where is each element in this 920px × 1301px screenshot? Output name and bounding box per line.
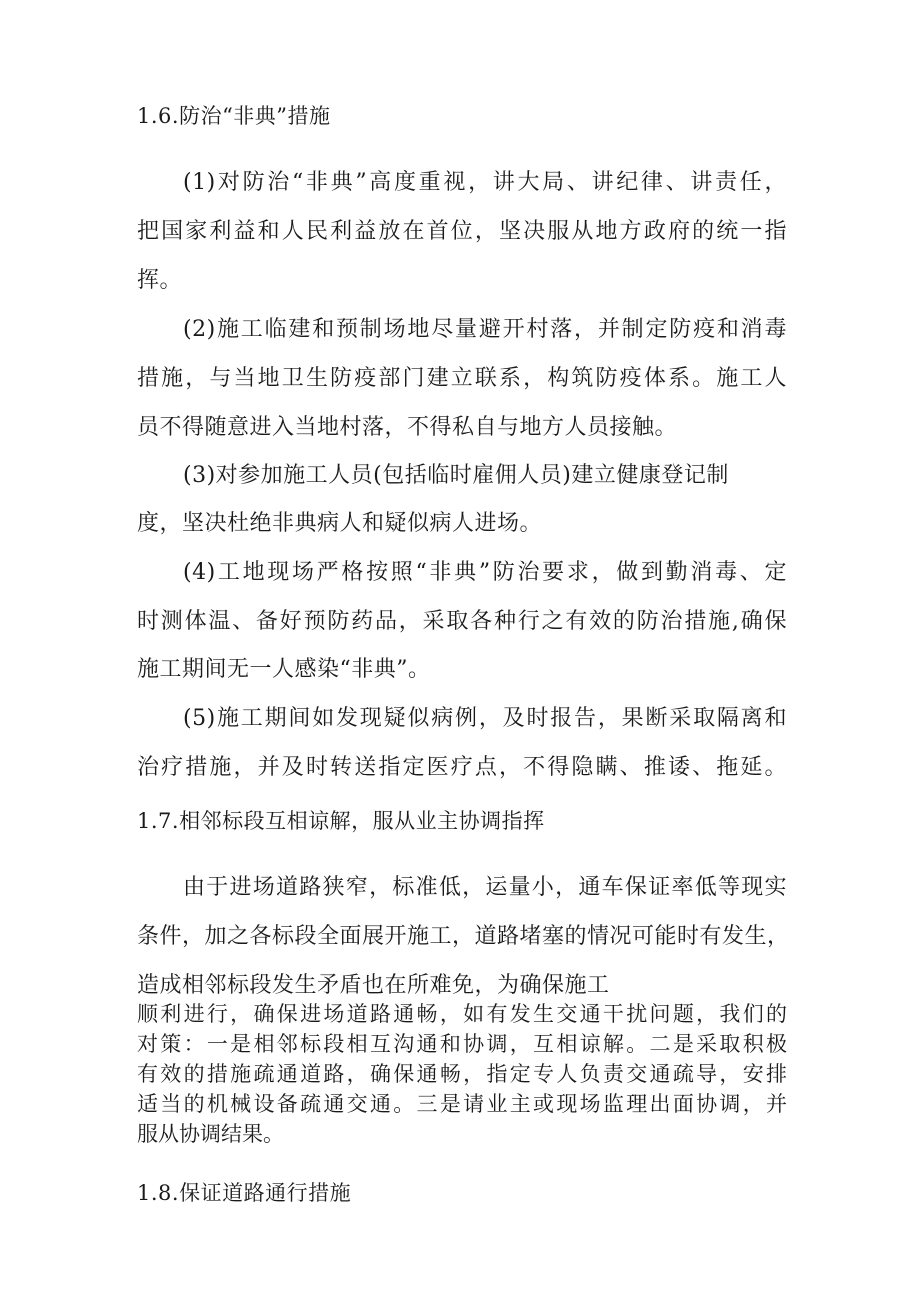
section-heading-1-6: 1.6.防治“非典”措施	[137, 104, 331, 128]
paragraph-line: 适当的机械设备疏通交通。三是请业主或现场监理出面协调，并	[137, 1092, 787, 1116]
paragraph-line: 度，坚决杜绝非典病人和疑似病人进场。	[137, 511, 543, 536]
paragraph-line: 服从协调结果。	[137, 1122, 284, 1146]
paragraph-line: 顺利进行，确保进场道路通畅，如有发生交通干扰问题，我们的	[137, 1002, 787, 1026]
paragraph-line: 治疗措施，并及时转送指定医疗点，不得隐瞒、推诿、拖延。	[137, 755, 787, 780]
paragraph-line: (5)施工期间如发现疑似病例，及时报告，果断采取隔离和	[183, 706, 787, 731]
paragraph-line: 造成相邻标段发生矛盾也在所难免，为确保施工	[137, 973, 610, 998]
paragraph-line: 员不得随意进入当地村落，不得私自与地方人员接触。	[137, 415, 678, 440]
paragraph-line: (4)工地现场严格按照“非典”防治要求，做到勤消毒、定	[183, 560, 787, 585]
paragraph-line: 把国家利益和人民利益放在首位，坚决服从地方政府的统一指	[137, 219, 787, 244]
paragraph-line: 有效的措施疏通道路，确保通畅，指定专人负责交通疏导，安排	[137, 1062, 787, 1086]
section-heading-1-7: 1.7.相邻标段互相谅解，服从业主协调指挥	[137, 809, 545, 833]
paragraph-line: 挥。	[137, 268, 183, 293]
section-heading-1-8: 1.8.保证道路通行措施	[137, 1181, 352, 1205]
paragraph-line: 条件，加之各标段全面展开施工，道路堵塞的情况可能时有发生，	[137, 924, 790, 949]
paragraph-line: 措施，与当地卫生防疫部门建立联系，构筑防疫体系。施工人	[137, 366, 787, 391]
paragraph-line: (2)施工临建和预制场地尽量避开村落，并制定防疫和消毒	[183, 317, 787, 342]
paragraph-line: 对策：一是相邻标段相互沟通和协调，互相谅解。二是采取积极	[137, 1032, 787, 1056]
paragraph-line: (3)对参加施工人员(包括临时雇佣人员)建立健康登记制	[183, 463, 729, 488]
paragraph-line: 由于进场道路狭窄，标准低，运量小，通车保证率低等现实	[183, 875, 787, 900]
paragraph-line: (1)对防治“非典”高度重视，讲大局、讲纪律、讲责任，	[183, 170, 787, 195]
paragraph-line: 时测体温、备好预防药品，采取各种行之有效的防治措施,确保	[137, 609, 787, 634]
paragraph-line: 施工期间无一人感染“非典”。	[137, 657, 431, 682]
